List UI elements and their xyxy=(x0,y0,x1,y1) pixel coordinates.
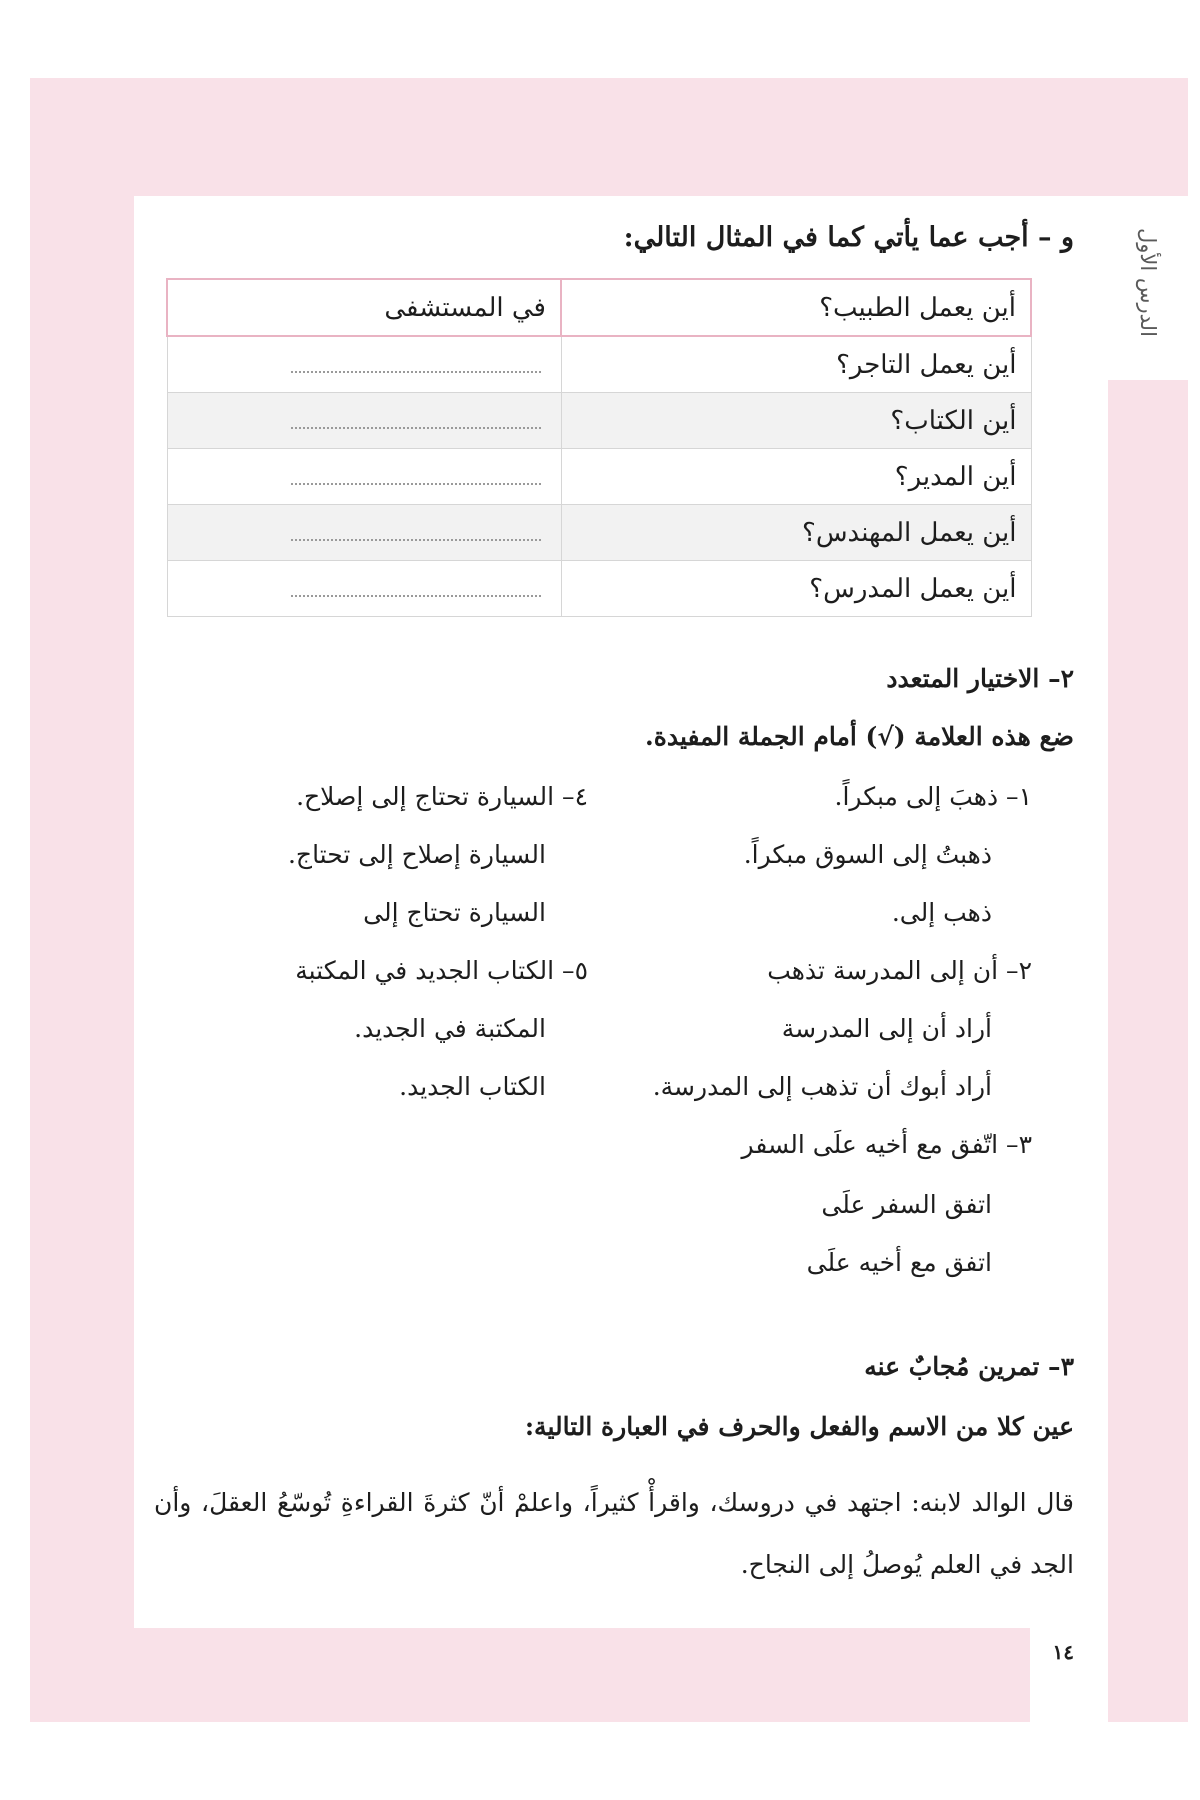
choice-group-3-stem: ٣– اتّفق مع أخيه علَى السفر xyxy=(741,1130,1032,1159)
page-number: ١٤ xyxy=(1052,1640,1074,1664)
choice-option[interactable]: ذهبتُ إلى السوق مبكراً. xyxy=(743,840,992,869)
choice-option[interactable]: اتفق السفر علَى xyxy=(821,1190,992,1219)
exercise-3-passage: قال الوالد لابنه: اجتهد في دروسك، واقرأْ كثيراً، واعلمْ أنّ كثرةَ القراءةِ تُوسّعُ العقلَ، وأن الجد في العلم يُوصلُ إلى النجاح. xyxy=(154,1488,1074,1579)
exercise-3-instruction: عين كلا من الاسم والفعل والحرف في العبارة التالية: xyxy=(524,1412,1074,1441)
table-row xyxy=(167,336,1031,393)
answer-blank[interactable] xyxy=(167,336,561,393)
choice-option[interactable]: أراد أبوك أن تذهب إلى المدرسة. xyxy=(652,1072,992,1101)
question-answer-table xyxy=(166,278,1032,617)
answer-blank[interactable] xyxy=(167,449,561,505)
choice-option[interactable]: السيارة تحتاج إلى xyxy=(363,898,546,927)
page-frame-right xyxy=(1108,380,1188,1722)
page-frame-top xyxy=(30,78,1188,196)
question-cell: أين الكتاب؟ xyxy=(561,393,1031,449)
answer-cell: في المستشفى xyxy=(167,279,561,336)
answer-blank[interactable] xyxy=(167,393,561,449)
table-row xyxy=(167,561,1031,617)
choice-option[interactable]: الكتاب الجديد. xyxy=(399,1072,546,1101)
answer-blank[interactable] xyxy=(167,561,561,617)
page-frame-bottom xyxy=(30,1628,1030,1722)
multiple-choice-title: ٢– الاختيار المتعدد xyxy=(886,664,1074,693)
table-row xyxy=(167,449,1031,505)
question-cell: أين يعمل التاجر؟ xyxy=(561,336,1031,393)
exercise-3-title: ٣– تمرين مُجابٌ عنه xyxy=(864,1352,1074,1381)
choice-option[interactable]: السيارة إصلاح إلى تحتاج. xyxy=(287,840,546,869)
table-row-example xyxy=(167,279,1031,336)
choice-option[interactable]: المكتبة في الجديد. xyxy=(354,1014,546,1043)
choice-group-1-stem: ١– ذهبَ إلى مبكراً. xyxy=(834,782,1032,811)
choice-option[interactable]: أراد أن إلى المدرسة xyxy=(781,1014,992,1043)
choice-group-4-stem: ٤– السيارة تحتاج إلى إصلاح. xyxy=(296,782,588,811)
multiple-choice-instruction: ضع هذه العلامة (√) أمام الجملة المفيدة. xyxy=(645,722,1074,751)
exercise-f-heading: و – أجب عما يأتي كما في المثال التالي: xyxy=(623,222,1074,253)
choice-group-2-stem: ٢– أن إلى المدرسة تذهب xyxy=(767,956,1032,985)
table-row xyxy=(167,393,1031,449)
choice-group-5-stem: ٥– الكتاب الجديد في المكتبة xyxy=(295,956,588,985)
answer-blank[interactable] xyxy=(167,505,561,561)
question-cell: أين يعمل المهندس؟ xyxy=(561,505,1031,561)
question-cell: أين يعمل المدرس؟ xyxy=(561,561,1031,617)
question-cell: أين المدير؟ xyxy=(561,449,1031,505)
question-cell: أين يعمل الطبيب؟ xyxy=(561,279,1031,336)
lesson-side-tab: الدرس الأول xyxy=(1136,228,1160,337)
table-row xyxy=(167,505,1031,561)
choice-option[interactable]: ذهب إلى. xyxy=(891,898,992,927)
page-frame-left xyxy=(30,196,134,1722)
choice-option[interactable]: اتفق مع أخيه علَى xyxy=(806,1248,992,1277)
